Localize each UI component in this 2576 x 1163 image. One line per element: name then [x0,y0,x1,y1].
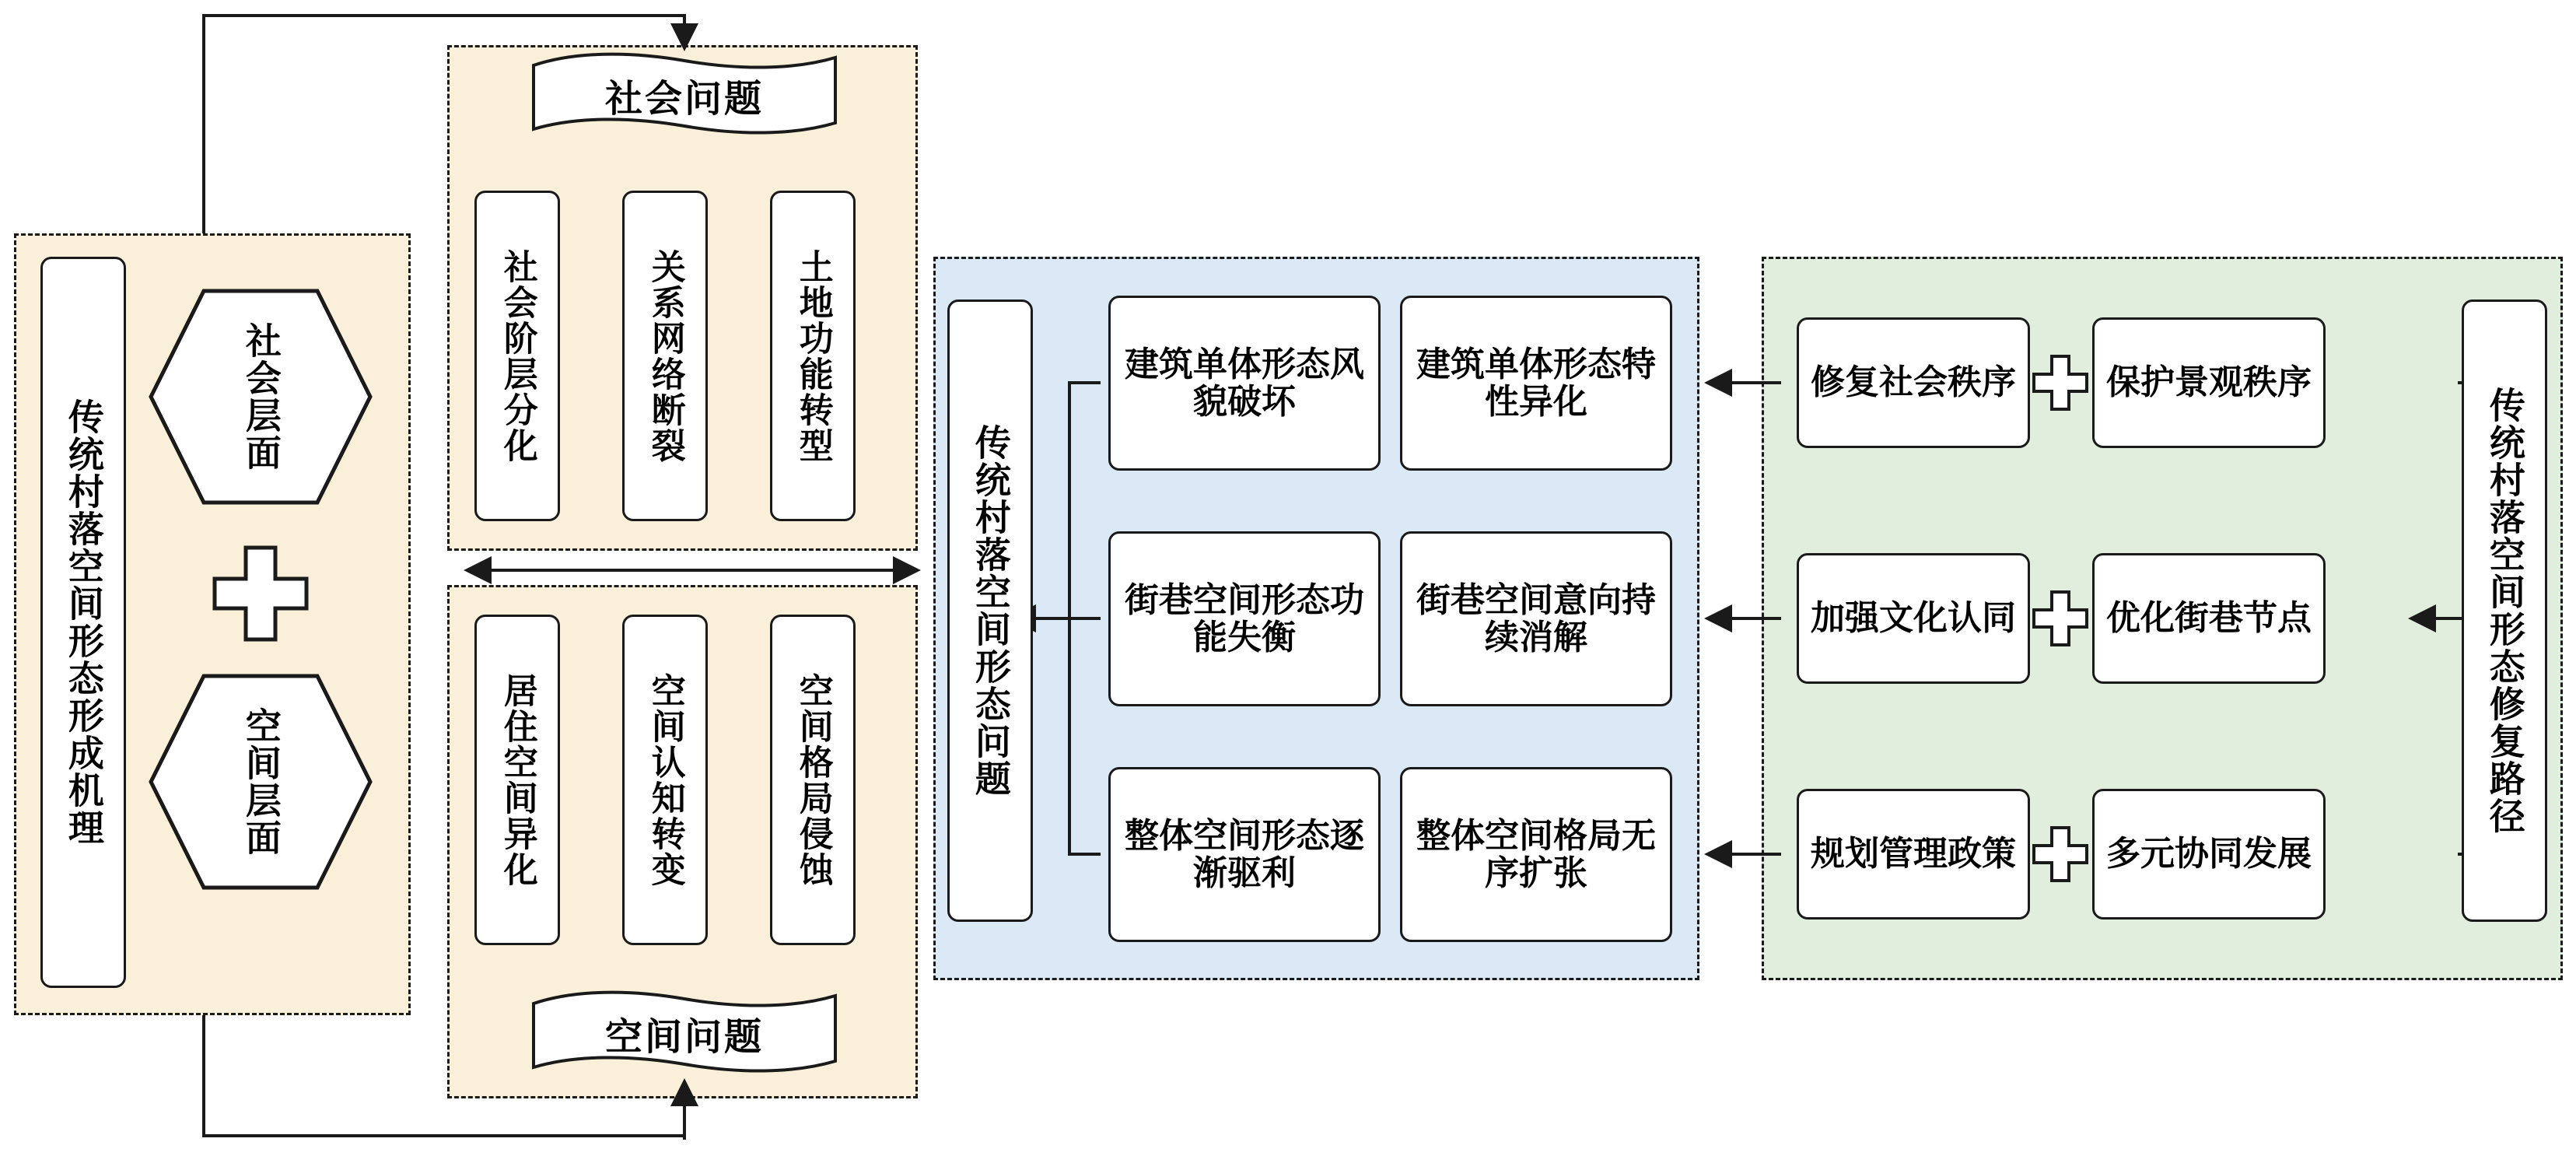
hex-social-level-label: 社会层面 [240,322,281,471]
box-repair-path-title: 传统村落空间形态修复路径 [2462,300,2547,922]
problem-cell-2-1: 整体空间格局无序扩张 [1400,767,1672,942]
repair-cell-2-0: 规划管理政策 [1797,789,2030,920]
hex-social-level [148,288,373,506]
plus-mechanism [212,545,310,643]
hex-spatial-level-label: 空间层面 [240,707,281,856]
banner-social-problems [529,48,840,142]
repair-cell-0-0: 修复社会秩序 [1797,317,2030,448]
plus-repair-row-1 [2032,590,2089,647]
box-formation-mechanism: 传统村落空间形态形成机理 [40,257,126,988]
problem-cell-1-0: 街巷空间形态功能失衡 [1108,531,1381,706]
problem-cell-0-1: 建筑单体形态特性异化 [1400,296,1672,471]
banner-social-problems-label: 社会问题 [604,78,764,120]
banner-spatial-problems [529,986,840,1080]
repair-cell-2-1: 多元协同发展 [2092,789,2326,920]
banner-spatial-problems-label: 空间问题 [604,1016,764,1058]
box-network-rupture: 关系网络断裂 [622,191,708,521]
box-land-function-transition: 土地功能转型 [770,191,856,521]
box-morphology-problem-title: 传统村落空间形态问题 [947,300,1033,922]
problem-cell-1-1: 街巷空间意向持续消解 [1400,531,1672,706]
plus-repair-row-0 [2032,354,2089,412]
hex-spatial-level [148,673,373,891]
box-spatial-cognition-shift: 空间认知转变 [622,615,708,945]
problem-cell-0-0: 建筑单体形态风貌破坏 [1108,296,1381,471]
box-social-stratification: 社会阶层分化 [474,191,560,521]
box-residential-alienation: 居住空间异化 [474,615,560,945]
box-spatial-pattern-erosion: 空间格局侵蚀 [770,615,856,945]
repair-cell-0-1: 保护景观秩序 [2092,317,2326,448]
plus-repair-row-2 [2032,825,2089,883]
repair-cell-1-0: 加强文化认同 [1797,553,2030,684]
repair-cell-1-1: 优化街巷节点 [2092,553,2326,684]
problem-cell-2-0: 整体空间形态逐渐驱利 [1108,767,1381,942]
